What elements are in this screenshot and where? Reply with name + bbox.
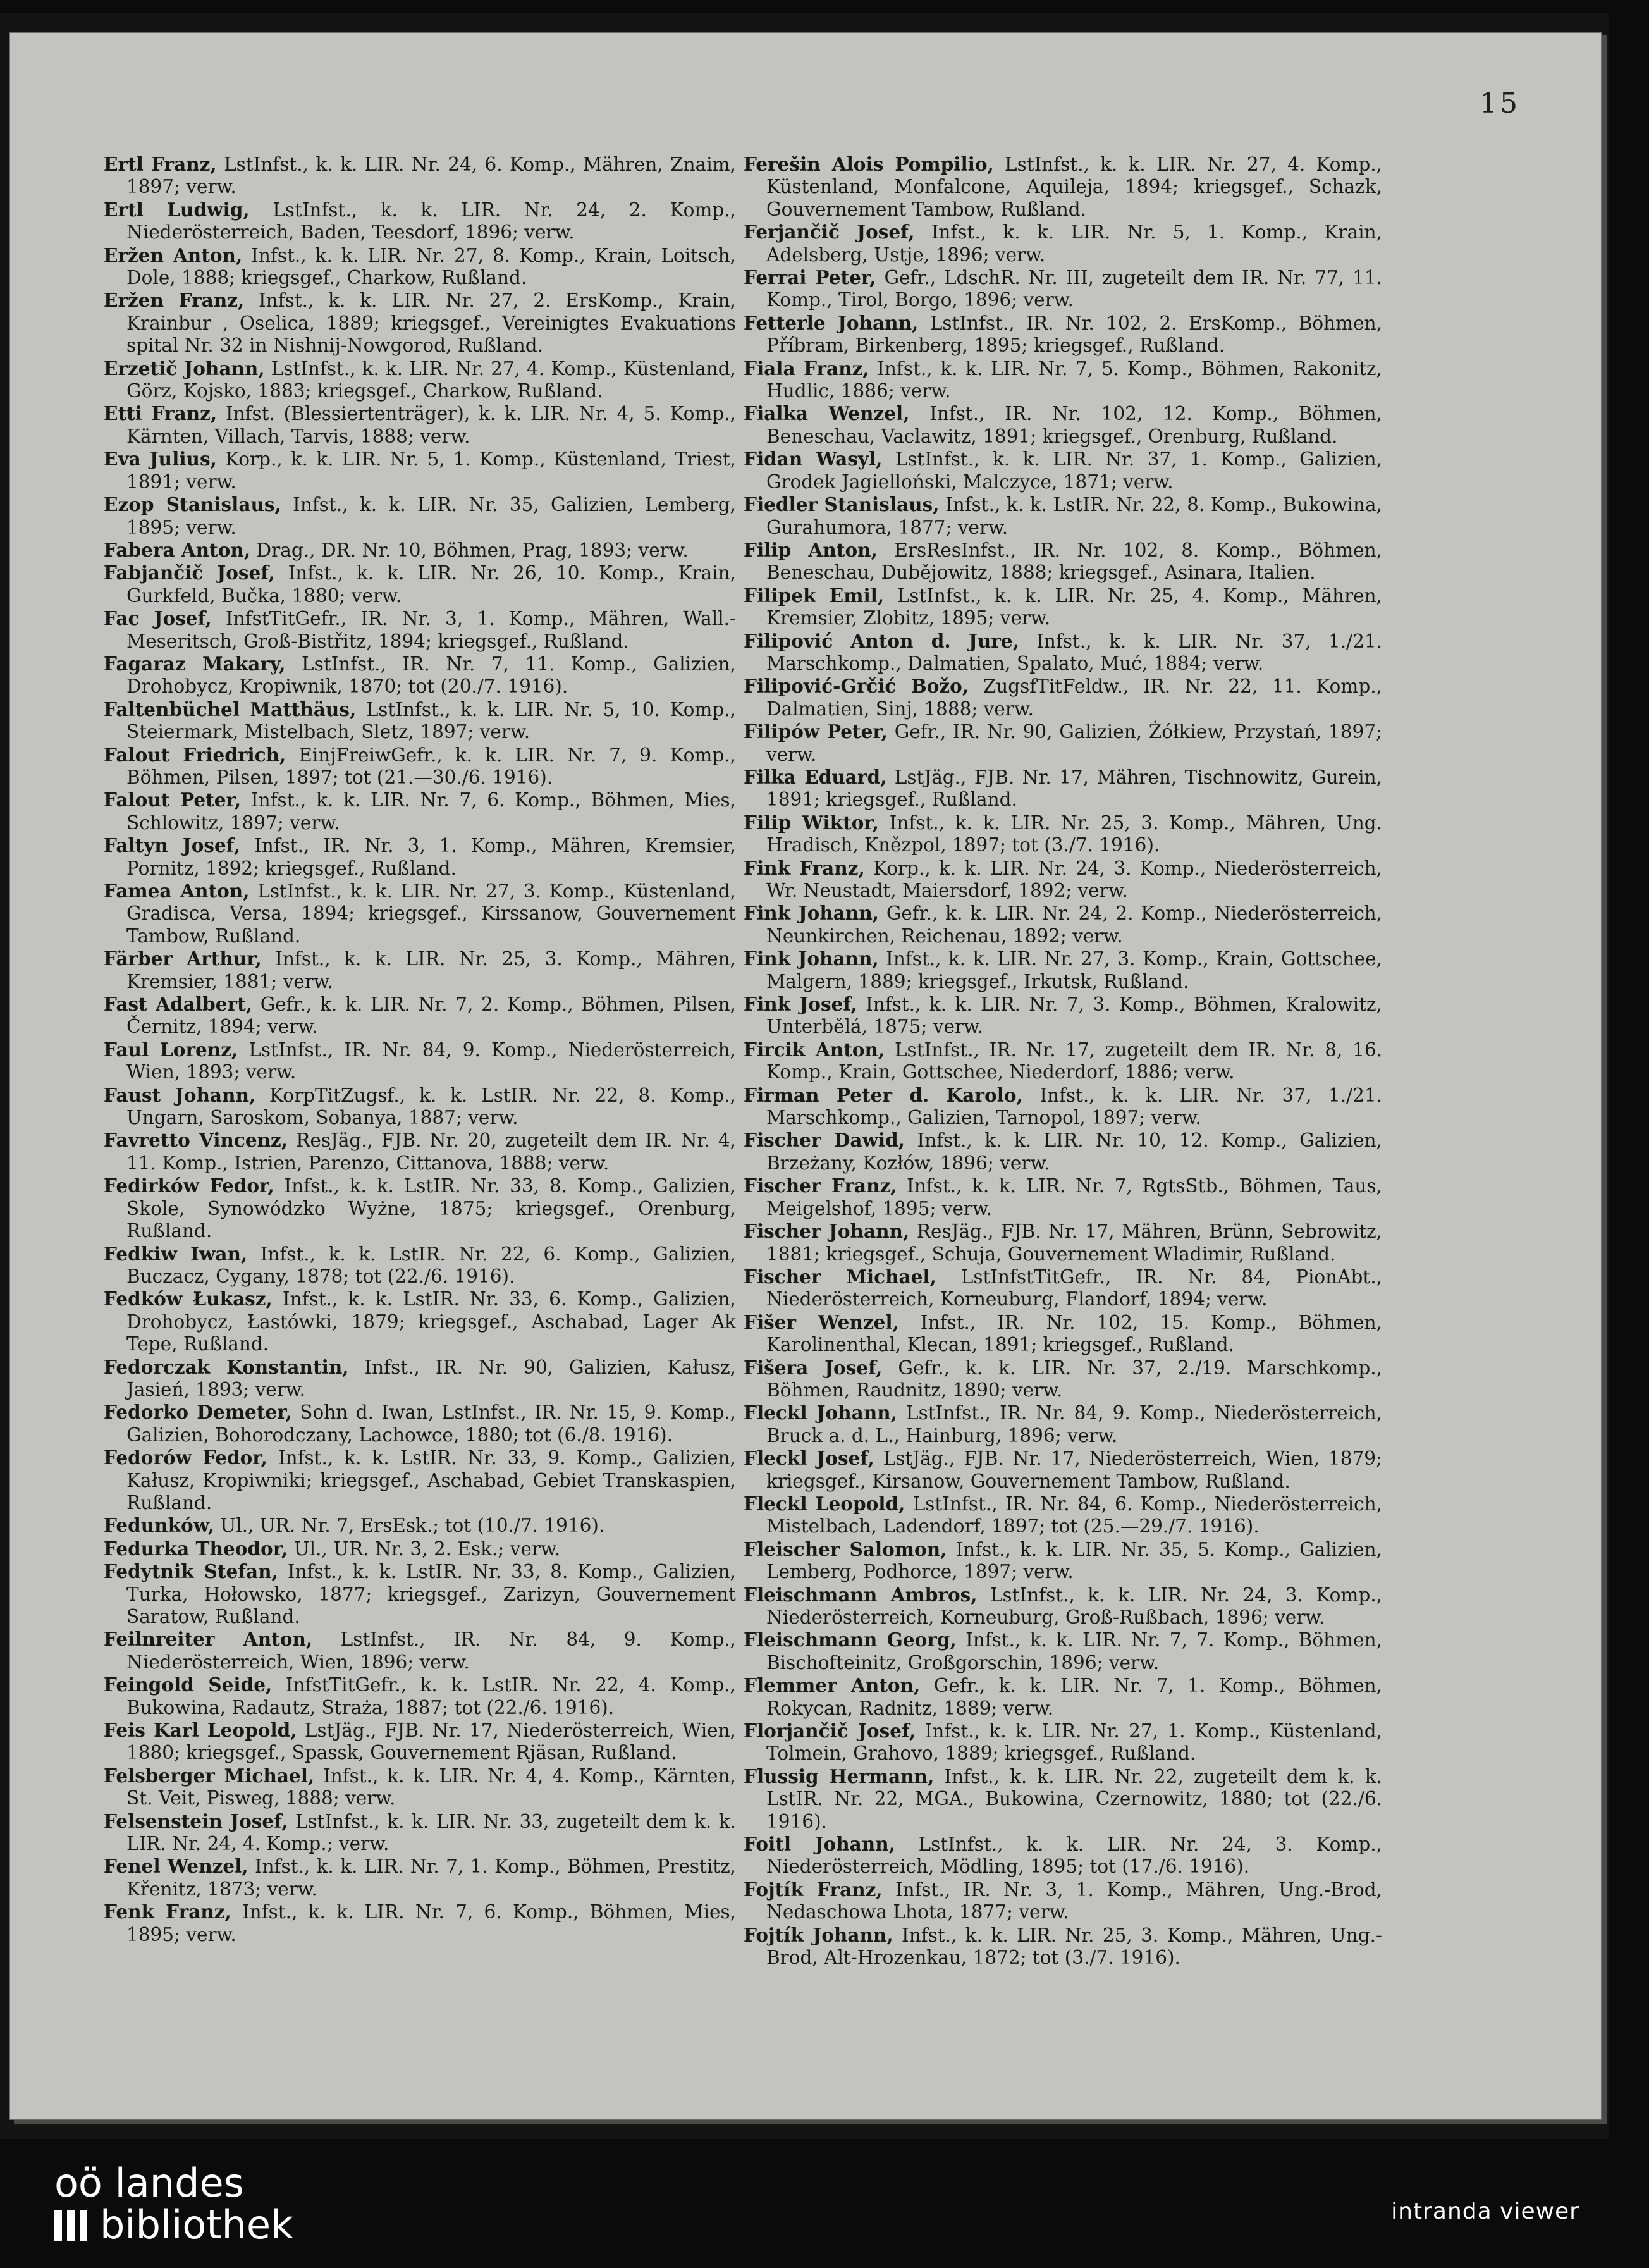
- entry-name: Fedytnik Stefan,: [104, 1560, 278, 1583]
- entry-details: Ul., UR. Nr. 3, 2. Esk.; verw.: [293, 1538, 561, 1560]
- entry-details: Infst., k. k. LIR. Nr. 25, 3. Komp., Mähren, Ung. Hradisch, Knězpol, 1897; tot (3./7. 1916).: [766, 811, 1383, 856]
- entry-details: Infst., k. k. LstIR. Nr. 22, 6. Komp., Galizien, Buczacz, Cygany, 1878; tot (22./6. 1916).: [126, 1243, 736, 1287]
- entry-details: Gefr., k. k. LIR. Nr. 37, 2./19. Marschkomp., Böhmen, Raudnitz, 1890; verw.: [766, 1357, 1382, 1401]
- entry-name: Fac Josef,: [104, 607, 212, 630]
- entry-name: Etti Franz,: [104, 402, 218, 425]
- register-entry: [104, 993, 736, 1038]
- entry-name: Felsenstein Josef,: [104, 1809, 288, 1832]
- register-entry: [104, 744, 736, 789]
- left-column: [104, 153, 736, 1946]
- register-entry: [744, 947, 1382, 993]
- entry-details: Ul., UR. Nr. 7, ErsEsk.; tot (10./7. 1916).: [220, 1515, 605, 1537]
- entry-details: LstJäg., FJB. Nr. 17, Mähren, Tischnowitz, Gurein, 1891; kriegsgef., Rußland.: [766, 766, 1382, 811]
- entry-name: Feis Karl Leopold,: [104, 1719, 297, 1742]
- entry-details: Infst., IR. Nr. 102, 12. Komp., Böhmen, Beneschau, Vaclawitz, 1891; kriegsgef., Orenburg, Rußland.: [766, 403, 1382, 447]
- register-entry: [104, 244, 736, 290]
- entry-details: Infst., k. k. LIR. Nr. 25, 3. Komp., Mähren, Kremsier, 1881; verw.: [126, 948, 736, 992]
- entry-name: Ferrai Peter,: [744, 266, 876, 289]
- entry-details: Infst., k. k. LIR. Nr. 7, 5. Komp., Böhmen, Rakonitz, Hudlic, 1886; verw.: [766, 357, 1382, 402]
- register-entry: [744, 720, 1382, 766]
- register-entry: [744, 1357, 1382, 1402]
- entry-name: Fischer Dawid,: [744, 1129, 905, 1152]
- entry-name: Eržen Franz,: [104, 289, 245, 312]
- entry-name: Filipović Anton d. Jure,: [744, 629, 1019, 652]
- register-entry: [104, 834, 736, 880]
- register-entry: [744, 857, 1382, 903]
- entry-details: ResJäg., FJB. Nr. 20, zugeteilt dem IR. Nr. 4, 11. Komp., Istrien, Parenzo, Cittanova, 1888; verw.: [126, 1130, 736, 1174]
- entry-name: Fedorczak Konstantin,: [104, 1355, 349, 1378]
- entry-details: KorpTitZugsf., k. k. LstIR. Nr. 22, 8. Komp., Ungarn, Saroskom, Sobanya, 1887; verw.: [126, 1084, 736, 1129]
- entry-name: Faltyn Josef,: [104, 834, 241, 857]
- register-entry: [104, 493, 736, 539]
- entry-details: LstInfst., k. k. LIR. Nr. 27, 4. Komp., Küstenland, Monfalcone, Aquileja, 1894; kriegsgef., Schazk, Gouvernement Tambow, Rußland.: [766, 154, 1382, 220]
- entry-details: LstJäg., FJB. Nr. 17, Niederösterreich, Wien, 1880; kriegsgef., Spassk, Gouvernement Rjäsan, Rußland.: [126, 1720, 736, 1764]
- entry-details: Infst., k. k. LIR. Nr. 22, zugeteilt dem k. k. LstIR. Nr. 22, MGA., Bukowina, Czernowitz, 1880; tot (22./6. 1916).: [766, 1765, 1382, 1832]
- register-entry: [744, 1674, 1382, 1720]
- entry-name: Ertl Franz,: [104, 153, 217, 175]
- entry-name: Falout Peter,: [104, 789, 242, 811]
- entry-details: Sohn d. Iwan, LstInfst., IR. Nr. 15, 9. Komp., Galizien, Bohorodczany, Lachowce, 1880; tot (6./8. 1916).: [126, 1402, 736, 1446]
- viewer-brand-label: intranda viewer: [1391, 2198, 1579, 2224]
- register-entry: [104, 289, 736, 357]
- entry-details: Infst., k. k. LIR. Nr. 7, 6. Komp., Böhmen, Mies, Schlowitz, 1897; verw.: [126, 789, 736, 834]
- register-entry: [744, 811, 1382, 857]
- entry-details: LstInfst., k. k. LIR. Nr. 27, 3. Komp., Küstenland, Gradisca, Versa, 1894; kriegsgef., Kirssanow, Gouvernement Tambow, Rußland.: [126, 880, 736, 947]
- register-entry: [104, 1356, 736, 1402]
- entry-details: Infst., k. k. LIR. Nr. 27, 8. Komp., Krain, Loitsch, Dole, 1888; kriegsgef., Charkow, Rußland.: [126, 244, 736, 289]
- entry-details: LstInfst., k. k. LIR. Nr. 24, 3. Komp., Niederösterreich, Korneuburg, Groß-Rußbach, 1896; verw.: [766, 1584, 1382, 1628]
- library-logo[interactable]: [54, 2162, 244, 2205]
- entry-details: Drag., DR. Nr. 10, Böhmen, Prag, 1893; verw.: [256, 539, 689, 561]
- logo-text-line2: bibliothek: [100, 2202, 293, 2248]
- entry-details: Infst., k. k. LstIR. Nr. 33, 8. Komp., Galizien, Skole, Synowódzko Wyżne, 1875; kriegsgef., Orenburg, Rußland.: [126, 1175, 737, 1242]
- entry-details: Korp., k. k. LIR. Nr. 5, 1. Komp., Küstenland, Triest, 1891; verw.: [126, 448, 736, 493]
- entry-name: Falout Friedrich,: [104, 743, 286, 766]
- entry-details: Infst. (Blessiertenträger), k. k. LIR. Nr. 4, 5. Komp., Kärnten, Villach, Tarvis, 1888; verw.: [126, 403, 736, 447]
- entry-name: Fast Adalbert,: [104, 993, 252, 1016]
- entry-name: Filipek Emil,: [744, 584, 885, 607]
- register-entry: [104, 789, 736, 834]
- register-entry: [104, 357, 736, 403]
- entry-name: Fink Franz,: [744, 856, 865, 879]
- register-entry: [104, 1401, 736, 1446]
- entry-name: Favretto Vincenz,: [104, 1129, 288, 1152]
- entry-name: Firman Peter d. Karolo,: [744, 1083, 1023, 1106]
- register-entry: [744, 1402, 1382, 1447]
- register-entry: [744, 266, 1382, 312]
- entry-name: Fischer Michael,: [744, 1265, 936, 1288]
- entry-details: LstInfst., k. k. LIR. Nr. 25, 4. Komp., Mähren, Kremsier, Zlobitz, 1895; verw.: [766, 584, 1382, 629]
- entry-name: Fedorko Demeter,: [104, 1401, 292, 1424]
- entry-name: Faltenbüchel Matthäus,: [104, 698, 357, 720]
- entry-details: ErsResInfst., IR. Nr. 102, 8. Komp., Böhmen, Beneschau, Dubějowitz, 1888; kriegsgef., Asinara, Italien.: [766, 539, 1382, 584]
- entry-details: Infst., IR. Nr. 3, 1. Komp., Mähren, Kremsier, Pornitz, 1892; kriegsgef., Rußland.: [126, 835, 736, 879]
- register-entry: [104, 1901, 736, 1946]
- entry-details: Infst., IR. Nr. 102, 15. Komp., Böhmen, Karolinenthal, Klecan, 1891; kriegsgef., Rußland.: [766, 1311, 1382, 1356]
- entry-name: Fink Josef,: [744, 993, 857, 1016]
- entry-details: Infst., k. k. LstIR. Nr. 22, 8. Komp., Bukowina, Gurahumora, 1877; verw.: [766, 494, 1382, 538]
- entry-name: Fišera Josef,: [744, 1356, 883, 1379]
- entry-name: Fišer Wenzel,: [744, 1310, 899, 1333]
- entry-name: Fleischmann Georg,: [744, 1629, 957, 1651]
- register-entry: [104, 1038, 736, 1084]
- entry-name: Fidan Wasyl,: [744, 448, 883, 471]
- entry-details: Gefr., k. k. LIR. Nr. 7, 2. Komp., Böhmen, Pilsen, Černitz, 1894; verw.: [126, 994, 736, 1038]
- entry-details: ResJäg., FJB. Nr. 17, Mähren, Brünn, Sebrowitz, 1881; kriegsgef., Schuja, Gouvernement Wladimir, Rußland.: [766, 1221, 1382, 1265]
- entry-name: Faul Lorenz,: [104, 1038, 238, 1061]
- entry-name: Fink Johann,: [744, 947, 879, 970]
- entry-name: Feilnreiter Anton,: [104, 1628, 313, 1651]
- entry-name: Ezop Stanislaus,: [104, 493, 281, 516]
- entry-details: ZugsfTitFeldw., IR. Nr. 22, 11. Komp., Dalmatien, Sinj, 1888; verw.: [766, 675, 1382, 720]
- entry-details: Gefr., k. k. LIR. Nr. 24, 2. Komp., Niederösterreich, Neunkirchen, Reichenau, 1892; verw.: [766, 903, 1383, 947]
- scanned-image: [0, 13, 1609, 2139]
- register-entry: [104, 539, 736, 562]
- page-number: 15: [1480, 87, 1520, 120]
- register-entry: [104, 448, 736, 493]
- entry-name: Fenel Wenzel,: [104, 1855, 248, 1878]
- register-entry: [104, 1810, 736, 1856]
- register-entry: [744, 312, 1382, 357]
- logo-bars-icon: [54, 2210, 91, 2241]
- library-logo-line2[interactable]: [54, 2203, 293, 2246]
- register-entry: [104, 1719, 736, 1765]
- entry-details: Infst., k. k. LIR. Nr. 25, 3. Komp., Mähren, Ung.-Brod, Alt-Hrozenkau, 1872; tot (3./7. 1916).: [766, 1924, 1382, 1969]
- entry-details: LstInfst., k. k. LIR. Nr. 27, 4. Komp., Küstenland, Görz, Kojsko, 1883; kriegsgef., Charkow, Rußland.: [126, 357, 736, 402]
- entry-name: Faust Johann,: [104, 1083, 256, 1106]
- entry-details: Infst., k. k. LIR. Nr. 27, 3. Komp., Krain, Gottschee, Malgern, 1889; kriegsgef., Irkutsk, Rußland.: [766, 948, 1382, 992]
- entry-details: Gefr., IR. Nr. 90, Galizien, Żółkiew, Przystań, 1897; verw.: [766, 721, 1382, 765]
- entry-name: Fedków Łukasz,: [104, 1288, 273, 1310]
- entry-name: Foitl Johann,: [744, 1833, 895, 1856]
- entry-details: LstInfst., k. k. LIR. Nr. 24, 2. Komp., Niederösterreich, Baden, Teesdorf, 1896; verw.: [126, 199, 736, 243]
- document-page: [9, 32, 1602, 2120]
- entry-details: EinjFreiwGefr., k. k. LIR. Nr. 7, 9. Komp., Böhmen, Pilsen, 1897; tot (21.—30./6. 1916).: [126, 744, 737, 788]
- entry-details: LstInfstTitGefr., IR. Nr. 84, PionAbt., Niederösterreich, Korneuburg, Flandorf, 1894; verw.: [766, 1266, 1382, 1310]
- entry-name: Fleckl Josef,: [744, 1447, 874, 1470]
- entry-name: Ferjančič Josef,: [744, 221, 915, 243]
- entry-details: Infst., k. k. LIR. Nr. 4, 4. Komp., Kärnten, St. Veit, Pisweg, 1888; verw.: [126, 1765, 736, 1809]
- register-entry: [744, 539, 1382, 584]
- register-entry: [744, 1538, 1382, 1584]
- entry-details: Infst., k. k. LIR. Nr. 7, 7. Komp., Böhmen, Bischofteinitz, Großgorschin, 1896; verw.: [766, 1629, 1382, 1673]
- entry-name: Filipów Peter,: [744, 720, 888, 743]
- entry-details: LstInfst., k. k. LIR. Nr. 33, zugeteilt dem k. k. LIR. Nr. 24, 4. Komp.; verw.: [126, 1810, 736, 1855]
- register-entry: [104, 1628, 736, 1673]
- register-entry: [104, 1288, 736, 1355]
- entry-details: Infst., k. k. LIR. Nr. 26, 10. Komp., Krain, Gurkfeld, Bučka, 1880; verw.: [126, 562, 736, 607]
- register-entry: [104, 1243, 736, 1288]
- register-entry: [104, 1765, 736, 1810]
- entry-name: Fischer Johann,: [744, 1220, 910, 1243]
- entry-details: LstInfst., IR. Nr. 17, zugeteilt dem IR. Nr. 8, 16. Komp., Krain, Gottschee, Niederdorf, 1886; verw.: [766, 1038, 1382, 1083]
- register-entry: [744, 630, 1382, 675]
- entry-name: Fabera Anton,: [104, 538, 251, 561]
- entry-name: Fabjančič Josef,: [104, 562, 275, 584]
- entry-name: Fetterle Johann,: [744, 311, 919, 334]
- entry-details: Infst., k. k. LIR. Nr. 35, Galizien, Lemberg, 1895; verw.: [126, 494, 736, 538]
- entry-name: Florjančič Josef,: [744, 1720, 916, 1742]
- register-entry: [744, 1765, 1382, 1833]
- entry-details: LstInfst., k. k. LIR. Nr. 24, 6. Komp., Mähren, Znaim, 1897; verw.: [126, 154, 736, 198]
- register-entry: [104, 1514, 736, 1537]
- register-entry: [744, 1833, 1382, 1878]
- entry-details: LstInfst., IR. Nr. 84, 6. Komp., Niederösterreich, Mistelbach, Ladendorf, 1897; tot (25.—29./7. 1916).: [766, 1493, 1382, 1538]
- entry-details: LstInfst., k. k. LIR. Nr. 24, 3. Komp., Niederösterreich, Mödling, 1895; tot (17./6. 1916).: [766, 1834, 1382, 1878]
- entry-details: Infst., k. k. LIR. Nr. 35, 5. Komp., Galizien, Lemberg, Podhorce, 1897; verw.: [766, 1538, 1382, 1583]
- register-entry: [744, 448, 1382, 493]
- entry-name: Fircik Anton,: [744, 1038, 885, 1061]
- entry-details: Korp., k. k. LIR. Nr. 24, 3. Komp., Niederösterreich, Wr. Neustadt, Maiersdorf, 1892; verw.: [766, 857, 1382, 901]
- entry-name: Filka Eduard,: [744, 765, 887, 788]
- entry-details: Infst., k. k. LIR. Nr. 37, 1./21. Marschkomp., Dalmatien, Spalato, Muć, 1884; verw.: [766, 630, 1382, 674]
- entry-details: Infst., k. k. LIR. Nr. 27, 2. ErsKomp., Krain, Krainbur , Oselica, 1889; kriegsgef., Vereinigtes Evakuations spital Nr. 32 in Nishnij-Nowgorod, Rußland.: [126, 290, 736, 357]
- register-entry: [744, 493, 1382, 539]
- entry-details: LstInfst., k. k. LIR. Nr. 5, 10. Komp., Steiermark, Mistelbach, Sletz, 1897; verw.: [126, 698, 736, 743]
- register-entry: [104, 607, 736, 653]
- entry-name: Flussig Hermann,: [744, 1765, 935, 1787]
- register-entry: [744, 1584, 1382, 1629]
- register-entry: [104, 402, 736, 448]
- register-entry: [744, 1493, 1382, 1538]
- register-entry: [744, 584, 1382, 630]
- register-entry: [744, 1129, 1382, 1174]
- register-entry: [104, 653, 736, 698]
- register-entry: [104, 1129, 736, 1174]
- entry-details: LstInfst., IR. Nr. 7, 11. Komp., Galizien, Drohobycz, Kropiwnik, 1870; tot (20./7. 1916).: [126, 653, 736, 698]
- register-entry: [744, 766, 1382, 811]
- register-entry: [744, 1220, 1382, 1266]
- entry-name: Eržen Anton,: [104, 243, 243, 266]
- entry-details: InfstTitGefr., IR. Nr. 3, 1. Komp., Mähren, Wall.-Meseritsch, Groß-Bistřitz, 1894; kriegsgef., Rußland.: [126, 608, 736, 652]
- register-entry: [744, 1311, 1382, 1357]
- entry-details: Infst., k. k. LIR. Nr. 7, 1. Komp., Böhmen, Prestitz, Křenitz, 1873; verw.: [126, 1856, 737, 1900]
- register-entry: [744, 153, 1382, 221]
- entry-details: Gefr., LdschR. Nr. III, zugeteilt dem IR. Nr. 77, 11. Komp., Tirol, Borgo, 1896; verw.: [766, 267, 1382, 311]
- entry-details: Infst., k. k. LIR. Nr. 27, 1. Komp., Küstenland, Tolmein, Grahovo, 1889; kriegsgef., Rußland.: [766, 1720, 1382, 1765]
- entry-details: LstInfst., IR. Nr. 84, 9. Komp., Niederösterreich, Wien, 1893; verw.: [126, 1038, 736, 1083]
- entry-name: Famea Anton,: [104, 880, 250, 902]
- entry-name: Fiedler Stanislaus,: [744, 493, 940, 516]
- entry-name: Fialka Wenzel,: [744, 402, 910, 425]
- register-entry: [744, 675, 1382, 720]
- entry-name: Fleischer Salomon,: [744, 1538, 947, 1560]
- entry-details: Infst., k. k. LIR. Nr. 10, 12. Komp., Galizien, Brzeżany, Kozłów, 1896; verw.: [766, 1130, 1382, 1174]
- register-entry: [744, 357, 1382, 403]
- entry-name: Filipović-Grčić Božo,: [744, 675, 969, 698]
- entry-details: Infst., k. k. LIR. Nr. 7, RgtsStb., Böhmen, Taus, Meigelshof, 1895; verw.: [766, 1175, 1382, 1219]
- entry-name: Fink Johann,: [744, 902, 880, 925]
- entry-details: Infst., IR. Nr. 90, Galizien, Kałusz, Jasień, 1893; verw.: [126, 1356, 736, 1400]
- entry-name: Fiala Franz,: [744, 357, 869, 379]
- entry-name: Fenk Franz,: [104, 1901, 231, 1923]
- register-entry: [744, 402, 1382, 448]
- register-entry: [744, 1084, 1382, 1130]
- register-entry: [104, 698, 736, 744]
- register-entry: [744, 902, 1382, 947]
- register-entry: [104, 1174, 736, 1242]
- entry-name: Fojtík Franz,: [744, 1878, 883, 1901]
- entry-name: Ertl Ludwig,: [104, 198, 250, 221]
- register-entry: [104, 1855, 736, 1901]
- entry-name: Fedurka Theodor,: [104, 1537, 288, 1560]
- register-entry: [744, 1447, 1382, 1493]
- entry-details: Infst., k. k. LIR. Nr. 7, 6. Komp., Böhmen, Mies, 1895; verw.: [126, 1901, 736, 1945]
- register-entry: [104, 1538, 736, 1560]
- register-entry: [744, 221, 1382, 266]
- entry-details: Infst., k. k. LstIR. Nr. 33, 8. Komp., Galizien, Turka, Hołowsko, 1877; kriegsgef., Zarizyn, Gouvernement Saratow, Rußland.: [126, 1561, 736, 1627]
- entry-name: Fleckl Leopold,: [744, 1492, 905, 1515]
- register-entry: [104, 1560, 736, 1628]
- entry-name: Fojtík Johann,: [744, 1923, 893, 1946]
- register-entry: [744, 1720, 1382, 1765]
- entry-details: Infst., k. k. LstIR. Nr. 33, 6. Komp., Galizien, Drohobycz, Łastówki, 1879; kriegsgef., Aschabad, Lager Ak Tepe, Rußland.: [126, 1288, 736, 1355]
- entry-name: Fischer Franz,: [744, 1174, 897, 1197]
- register-entry: [104, 1084, 736, 1130]
- register-entry: [744, 1878, 1382, 1924]
- entry-name: Eva Julius,: [104, 448, 217, 471]
- register-entry: [104, 947, 736, 993]
- entry-details: LstInfst., IR. Nr. 84, 9. Komp., Niederösterreich, Wien, 1896; verw.: [126, 1629, 737, 1673]
- right-column: [744, 153, 1382, 1969]
- entry-details: LstInfst., k. k. LIR. Nr. 37, 1. Komp., Galizien, Grodek Jagielloński, Malczyce, 1871; verw.: [766, 448, 1382, 493]
- register-entry: [104, 880, 736, 947]
- entry-name: Flemmer Anton,: [744, 1674, 921, 1697]
- register-entry: [744, 1629, 1382, 1674]
- entry-name: Färber Arthur,: [104, 947, 262, 970]
- entry-name: Fagaraz Makary,: [104, 652, 286, 675]
- entry-name: Fedkiw Iwan,: [104, 1242, 248, 1265]
- entry-details: Infst., k. k. LIR. Nr. 37, 1./21. Marschkomp., Galizien, Tarnopol, 1897; verw.: [766, 1084, 1382, 1129]
- entry-name: Filip Wiktor,: [744, 811, 879, 834]
- entry-details: Infst., k. k. LstIR. Nr. 33, 9. Komp., Galizien, Kałusz, Kropiwniki; kriegsgef., Aschabad, Gebiet Transkaspien, Rußland.: [126, 1447, 736, 1513]
- register-entry: [104, 1673, 736, 1719]
- register-entry: [744, 1174, 1382, 1220]
- register-entry: [104, 199, 736, 244]
- entry-details: Gefr., k. k. LIR. Nr. 7, 1. Komp., Böhmen, Rokycan, Radnitz, 1889; verw.: [766, 1675, 1382, 1719]
- register-entry: [744, 1924, 1382, 1969]
- register-entry: [744, 1038, 1382, 1084]
- register-entry: [744, 993, 1382, 1038]
- entry-details: LstJäg., FJB. Nr. 17, Niederösterreich, Wien, 1879; kriegsgef., Kirsanow, Gouvernement Tambow, Rußland.: [766, 1448, 1382, 1492]
- entry-details: Infst., k. k. LIR. Nr. 7, 3. Komp., Böhmen, Kralowitz, Unterbělá, 1875; verw.: [766, 994, 1382, 1038]
- entry-name: Feingold Seide,: [104, 1673, 273, 1696]
- entry-name: Fedunków,: [104, 1514, 214, 1537]
- register-entry: [104, 562, 736, 607]
- register-entry: [104, 1446, 736, 1514]
- entry-details: LstInfst., IR. Nr. 84, 9. Komp., Niederösterreich, Bruck a. d. L., Hainburg, 1896; verw.: [766, 1402, 1382, 1446]
- entry-details: InfstTitGefr., k. k. LstIR. Nr. 22, 4. Komp., Bukowina, Radautz, Straża, 1887; tot (22./6. 1916).: [126, 1674, 736, 1718]
- entry-details: Infst., IR. Nr. 3, 1. Komp., Mähren, Ung.-Brod, Nedaschowa Lhota, 1877; verw.: [766, 1878, 1382, 1923]
- register-entry: [104, 153, 736, 199]
- register-entry: [744, 1266, 1382, 1311]
- logo-text-line1: oö landes: [54, 2160, 244, 2206]
- entry-name: Ferešin Alois Pompilio,: [744, 153, 994, 175]
- entry-name: Fleckl Johann,: [744, 1402, 897, 1424]
- entry-name: Fedirków Fedor,: [104, 1174, 274, 1197]
- entry-name: Fedorów Fedor,: [104, 1446, 267, 1469]
- entry-name: Erzetič Johann,: [104, 357, 265, 379]
- entry-details: LstInfst., IR. Nr. 102, 2. ErsKomp., Böhmen, Příbram, Birkenberg, 1895; kriegsgef., Rußland.: [766, 312, 1382, 357]
- entry-name: Fleischmann Ambros,: [744, 1583, 978, 1606]
- entry-name: Filip Anton,: [744, 538, 878, 561]
- entry-name: Felsberger Michael,: [104, 1764, 315, 1787]
- entry-details: Infst., k. k. LIR. Nr. 5, 1. Komp., Krain, Adelsberg, Ustje, 1896; verw.: [766, 221, 1382, 266]
